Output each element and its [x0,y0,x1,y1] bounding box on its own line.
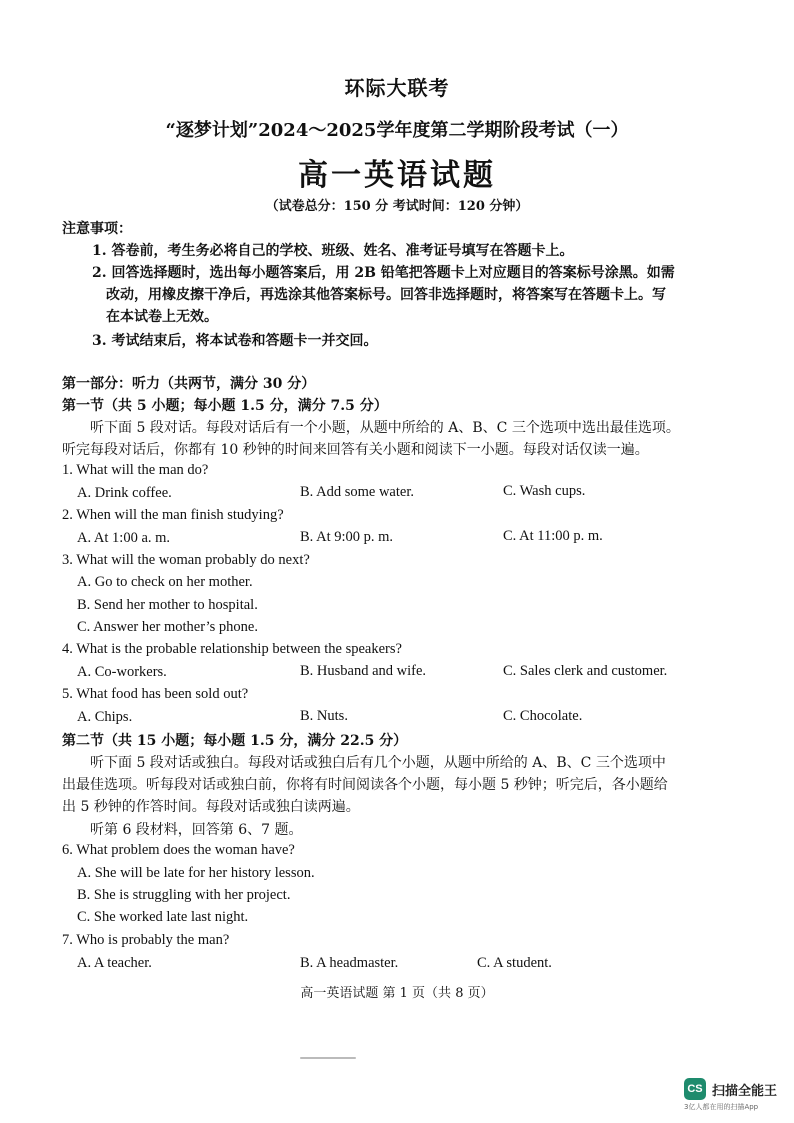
question-option: C. A student. [477,955,552,971]
question-option: C. She worked late last night. [77,909,249,925]
scan-artifact [300,1057,356,1059]
question-stem: 1. What will the man do? [62,462,209,478]
section-instructions: 听下面 5 段对话。每段对话后有一个小题，从题中所给的 A、B、C 三个选项中选出最佳选项。 [90,420,680,436]
section-instructions: 听第 6 段材料，回答第 6、7 题。 [90,822,303,838]
question-stem: 5. What food has been sold out? [62,686,249,702]
section-instructions: 出 5 秒钟的作答时间。每段对话或独白读两遍。 [62,799,360,815]
question-option: A. Chips. [77,709,133,725]
section-title: 第二节（共 15 小题；每小题 1.5 分，满分 22.5 分） [62,733,408,749]
note-item: 2. 回答选择题时，选出每小题答案后，用 2B 铅笔把答题卡上对应题目的答案标号涂黑。如需 [92,265,675,281]
question-option: A. Drink coffee. [77,485,172,501]
question-option: A. Go to check on her mother. [77,574,253,590]
section-instructions: 听完每段对话后，你都有 10 秒钟的时间来回答有关小题和阅读下一小题。每段对话仅读一遍。 [62,442,649,458]
question-option: C. Chocolate. [503,708,583,724]
question-option: C. At 11:00 p. m. [503,528,603,544]
exam-title: “逐梦计划”2024～2025学年度第二学期阶段考试（一） [165,120,629,141]
question-option: A. Co-workers. [77,664,167,680]
notes-title: 注意事项： [62,221,132,237]
question-stem: 7. Who is probably the man? [62,932,230,948]
question-option: C. Sales clerk and customer. [503,663,668,679]
question-option: B. Husband and wife. [300,663,427,679]
page-footer: 高一英语试题 第 1 页（共 8 页） [300,986,494,1001]
page-title: 高一英语试题 [298,158,496,193]
camscanner-logo-icon: CS [684,1078,706,1100]
question-option: B. At 9:00 p. m. [300,529,394,545]
question-option: A. A teacher. [77,955,152,971]
note-item: 1. 答卷前，考生务必将自己的学校、班级、姓名、准考证号填写在答题卡上。 [92,243,574,259]
note-item: 在本试卷上无效。 [106,309,218,325]
question-stem: 6. What problem does the woman have? [62,842,295,858]
question-option: B. She is struggling with her project. [77,887,291,903]
question-stem: 4. What is the probable relationship between the speakers? [62,641,402,657]
question-option: B. A headmaster. [300,955,399,971]
question-option: C. Wash cups. [503,483,586,499]
exam-meta: （试卷总分：150 分 考试时间：120 分钟） [265,199,529,214]
question-option: B. Add some water. [300,484,414,500]
section-instructions: 出最佳选项。听每段对话或独白前，你将有时间阅读各个小题，每小题 5 秒钟；听完后，各小题给 [62,777,668,793]
question-option: C. Answer her mother’s phone. [77,619,258,635]
exam-organizer: 环际大联考 [344,76,450,100]
note-item: 改动，用橡皮擦干净后，再选涂其他答案标号。回答非选择题时，将答案写在答题卡上。写 [106,287,666,303]
question-option: B. Send her mother to hospital. [77,597,258,613]
scanner-watermark [684,1078,777,1100]
scanner-name: 扫描全能王 [712,1083,778,1099]
question-option: A. She will be late for her history lesson. [77,865,315,881]
question-stem: 2. When will the man finish studying? [62,507,284,523]
question-option: B. Nuts. [300,708,348,724]
note-item: 3. 考试结束后，将本试卷和答题卡一并交回。 [92,333,378,349]
part-title: 第一部分：听力（共两节，满分 30 分） [62,376,316,392]
section-title: 第一节（共 5 小题；每小题 1.5 分，满分 7.5 分） [62,398,388,414]
scanner-tagline: 3亿人都在用的扫描App [684,1103,759,1111]
question-option: A. At 1:00 a. m. [77,530,171,546]
question-stem: 3. What will the woman probably do next? [62,552,310,568]
section-instructions: 听下面 5 段对话或独白。每段对话或独白后有几个小题，从题中所给的 A、B、C 三个选项中 [90,755,666,771]
